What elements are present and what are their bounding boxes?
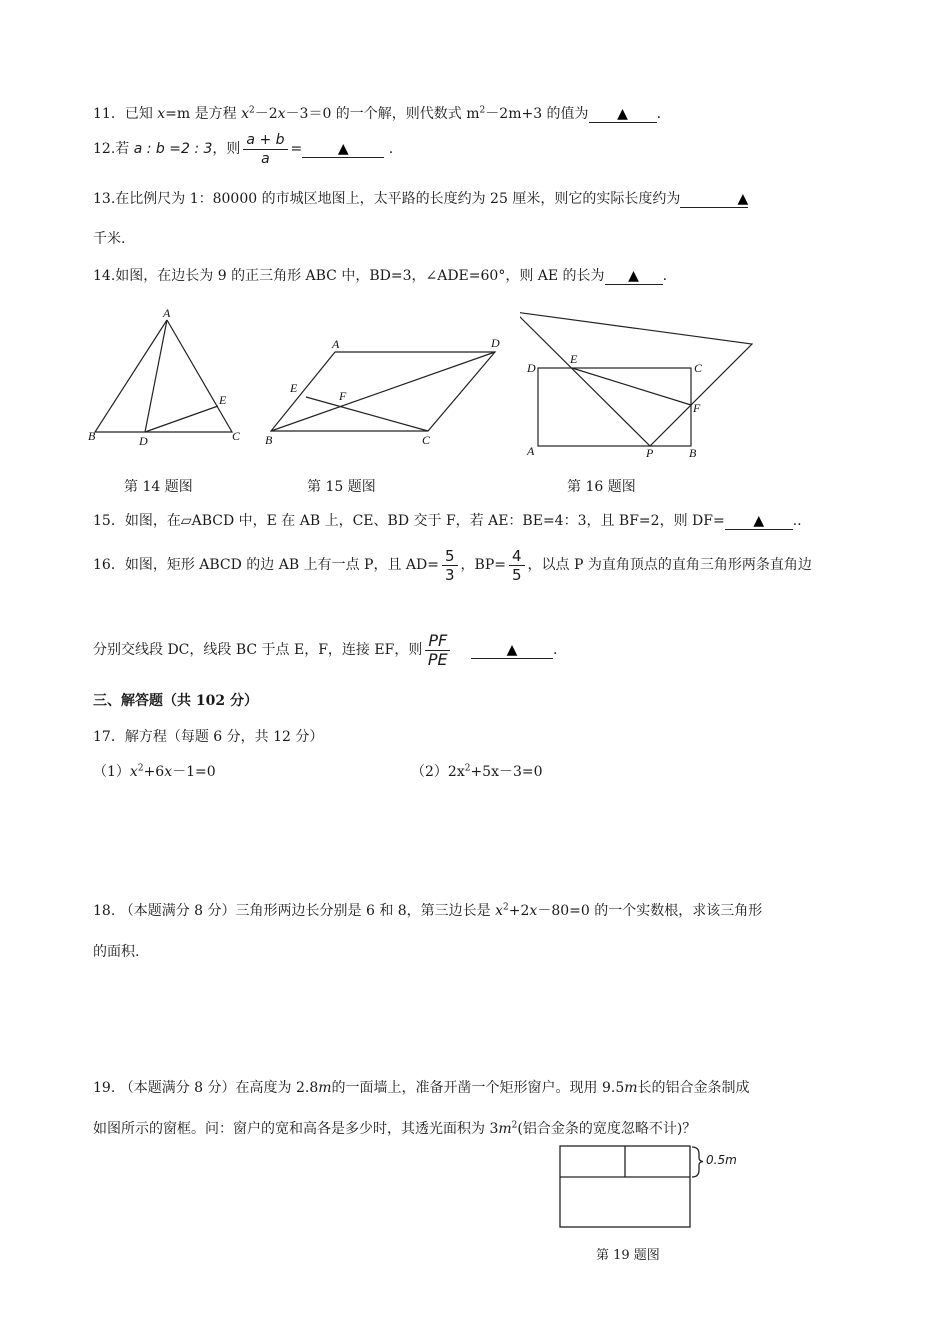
q11-x3: x (277, 106, 286, 122)
triangle-icon: ▲ (337, 141, 349, 157)
q16-ad-fraction (442, 547, 458, 584)
q19-m1: m (318, 1080, 332, 1096)
question-11 (93, 104, 661, 124)
q17-p1-pre: （1） (93, 764, 130, 780)
q11-mid: －2 (254, 106, 278, 122)
q11-eq1: =m 是方程 (165, 106, 242, 122)
fig15-label-e: E (290, 381, 298, 395)
q19-line2-post: (铝合金条的宽度忽略不计)？ (517, 1121, 697, 1137)
q19-m2: m (624, 1080, 638, 1096)
section-3-title: 三、解答题（共 102 分） (93, 693, 258, 709)
q16-pf-pe-fraction (425, 632, 450, 669)
q16-pre: 16．如图，矩形 ABCD 的边 AB 上有一点 P，且 AD= (93, 557, 439, 573)
q11-end: . (656, 106, 662, 122)
q12-fraction (243, 131, 287, 168)
triangle-icon: ▲ (617, 106, 628, 122)
question-18 (93, 901, 762, 921)
fig15-label-c: C (422, 433, 431, 447)
question-19 (93, 1078, 750, 1098)
fig15-label-d: D (491, 336, 500, 350)
q19-line2 (93, 1119, 696, 1139)
q17-p1-x2: x (164, 764, 173, 780)
answer-blank (589, 106, 657, 123)
question-16 (93, 545, 812, 585)
figure-16 (520, 300, 760, 460)
q19-sup: 2 (511, 1120, 518, 1131)
fig16-label-d: D (527, 361, 536, 375)
q16-line2 (93, 628, 557, 672)
q11-tail: －3＝0 的一个解，则代数式 m (285, 106, 480, 122)
q16-frac-num: PF (425, 632, 450, 651)
answer-blank (725, 513, 793, 530)
answer-blank (605, 268, 663, 285)
fig15-label-b: B (265, 433, 273, 447)
q16-line2-text: 分别交线段 DC，线段 BC 于点 E，F，连接 EF，则 (93, 642, 423, 658)
triangle-icon: ▲ (737, 191, 749, 207)
q11-tail2: －2m+3 的值为 (485, 106, 589, 122)
figure-15-caption: 第 15 题图 (307, 479, 376, 495)
q19-line1-post: 长的铝合金条制成 (637, 1080, 750, 1096)
q12-ratio: a : b =2 : 3 (133, 141, 213, 157)
question-14 (93, 266, 667, 286)
answer-blank (680, 191, 748, 208)
q13-line1: 13.在比例尺为 1：80000 的市城区地图上，太平路的长度约为 25 厘米，则它的实际长度约为 (93, 191, 681, 207)
figure-15 (260, 330, 510, 450)
q11-x: x (157, 106, 166, 122)
figure-19-label: 0.5m (706, 1153, 737, 1167)
q17-part2 (411, 762, 543, 782)
q17-title: 17．解方程（每题 6 分，共 12 分） (93, 729, 324, 745)
fig16-label-a: A (527, 444, 535, 458)
q18-line1-post: －80=0 的一个实数根，求该三角形 (537, 903, 763, 919)
q16-ad-num: 5 (442, 547, 458, 566)
q19-line1-pre: 19. （本题满分 8 分）在高度为 2.8 (93, 1080, 319, 1096)
q17-p1-sup: 2 (137, 763, 144, 774)
q13-line2: 千米. (93, 231, 126, 247)
q16-frac-den: PE (427, 649, 448, 669)
triangle-icon: ▲ (628, 268, 639, 284)
answer-blank (471, 642, 553, 659)
q19-line1-mid: 的一面墙上，准备开凿一个矩形窗户。现用 9.5 (331, 1080, 625, 1096)
fig16-label-c: C (694, 361, 703, 375)
q14-text: 14.如图，在边长为 9 的正三角形 ABC 中，BD=3，∠ADE=60°，则 AE 的长为 (93, 268, 605, 284)
figure-14-caption: 第 14 题图 (124, 479, 193, 495)
figure-19-caption: 第 19 题图 (596, 1248, 660, 1263)
q11-sup2: 2 (479, 105, 486, 116)
fig16-label-p: P (646, 446, 654, 460)
q12-prefix: 12.若 (93, 141, 134, 157)
q16-post: ，以点 P 为直角顶点的直角三角形两条直角边 (527, 557, 812, 573)
fig16-label-b: B (689, 446, 697, 460)
answer-blank (302, 141, 384, 158)
fig14-label-a: A (163, 306, 171, 320)
fig15-label-a: A (332, 337, 340, 351)
q16-bp-den: 5 (512, 565, 522, 584)
q17-p2-sup: 2 (464, 763, 471, 774)
fig15-label-f: F (339, 389, 347, 403)
q18-line1-mid: +2 (508, 903, 530, 919)
q18-x: x (495, 903, 504, 919)
question-13 (93, 189, 748, 209)
q18-sup: 2 (503, 902, 509, 913)
q15-text: 15．如图，在▱ABCD 中，E 在 AB 上，CE、BD 交于 F，若 AE：BE=4：3，且 BF=2，则 DF= (93, 513, 725, 529)
q16-bp-num: 4 (509, 547, 525, 566)
q11-prefix: 11．已知 (93, 106, 158, 122)
triangle-icon: ▲ (753, 513, 765, 529)
question-15 (93, 511, 802, 531)
fig16-label-e: E (570, 352, 578, 366)
q16-ad-den: 3 (445, 565, 455, 584)
fig14-label-d: D (139, 434, 148, 448)
figure-14 (85, 300, 250, 450)
fig14-label-e: E (219, 393, 227, 407)
q19-m3: m (498, 1121, 512, 1137)
fig16-label-f: F (693, 401, 701, 415)
q12-then: ，则 (212, 141, 241, 157)
q17-part1 (93, 762, 216, 782)
q12-eq: = (290, 141, 303, 157)
q18-x2: x (529, 903, 538, 919)
figure-16-caption: 第 16 题图 (567, 479, 636, 495)
q16-bp-fraction (509, 547, 525, 584)
q12-frac-num: a + b (243, 131, 287, 150)
fig14-label-c: C (232, 429, 241, 443)
q11-x2: x (241, 106, 249, 122)
q19-line2-pre: 如图所示的窗框。问：窗户的宽和高各是多少时，其透光面积为 3 (93, 1121, 499, 1137)
q17-p1-x: x (129, 764, 138, 780)
q12-frac-den: a (261, 150, 270, 167)
q12-end: . (388, 141, 394, 157)
q15-end: .. (792, 513, 802, 529)
q16-end: . (553, 642, 558, 658)
q14-end: . (662, 268, 668, 284)
triangle-icon: ▲ (506, 642, 518, 658)
q16-mid: ，BP= (460, 557, 506, 573)
q11-sup1: 2 (248, 105, 255, 116)
q18-line1-pre: 18. （本题满分 8 分）三角形两边长分别是 6 和 8，第三边长是 (93, 903, 496, 919)
q17-p2-post: +5x－3=0 (470, 764, 543, 780)
question-12 (93, 130, 393, 168)
q17-p1-post: +6 (143, 764, 165, 780)
q18-line2: 的面积. (93, 944, 140, 960)
q17-p1-end: －1=0 (172, 764, 216, 780)
q17-p2-pre: （2）2x (411, 764, 465, 780)
fig14-label-b: B (88, 429, 96, 443)
